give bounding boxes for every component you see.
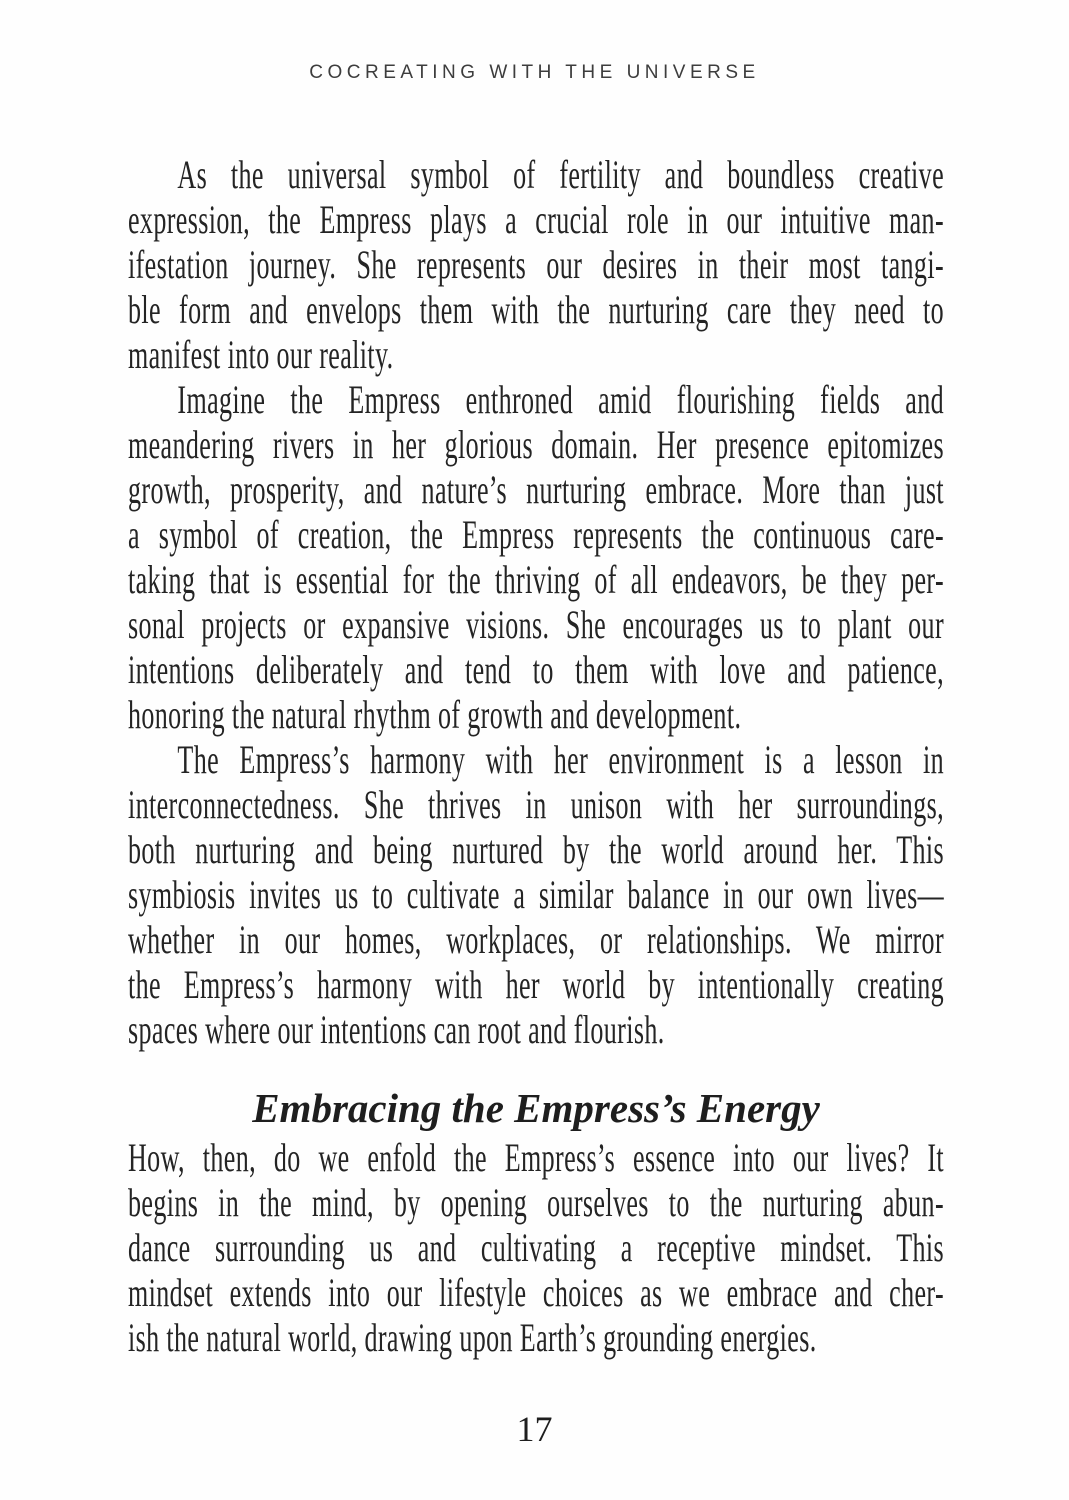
text-line: meandering rivers in her glorious domain. Her presence epitomizes: [128, 422, 945, 467]
paragraph: [128, 152, 944, 377]
text-line: As the universal symbol of fertility and boundless creative: [177, 152, 945, 197]
text-line: a symbol of creation, the Empress represents the continuous care-: [128, 512, 945, 557]
text-line: spaces where our intentions can root and flourish.: [128, 1007, 665, 1052]
text-line: taking that is essential for the thriving of all endeavors, be they per-: [128, 557, 945, 602]
paragraph: [128, 1135, 944, 1360]
text-line: honoring the natural rhythm of growth and development.: [128, 692, 742, 737]
text-line: sonal projects or expansive visions. She encourages us to plant our: [128, 602, 945, 647]
page-number: 17: [516, 1409, 553, 1449]
text-line: the Empress’s harmony with her world by intentionally creating: [128, 962, 945, 1007]
text-line: ifestation journey. She represents our desires in their most tangi-: [128, 242, 945, 287]
running-head: COCREATING WITH THE UNIVERSE: [309, 62, 760, 83]
text-line: both nurturing and being nurtured by the world around her. This: [128, 827, 945, 872]
text-line: The Empress’s harmony with her environment is a lesson in: [177, 737, 945, 782]
text-line: intentions deliberately and tend to them with love and patience,: [128, 647, 945, 692]
text-line: dance surrounding us and cultivating a receptive mindset. This: [128, 1225, 945, 1270]
text-line: Imagine the Empress enthroned amid flourishing fields and: [177, 377, 945, 422]
text-line: mindset extends into our lifestyle choices as we embrace and cher-: [128, 1270, 945, 1315]
text-line: ish the natural world, drawing upon Earth’s grounding energies.: [128, 1315, 817, 1360]
text-line: whether in our homes, workplaces, or relationships. We mirror: [128, 917, 945, 962]
text-line: growth, prosperity, and nature’s nurturing embrace. More than just: [128, 467, 945, 512]
text-line: interconnectedness. She thrives in unison with her surroundings,: [128, 782, 945, 827]
section-heading: Embracing the Empress’s Energy: [252, 1085, 820, 1131]
body-text-lower: [128, 1135, 944, 1360]
text-line: symbiosis invites us to cultivate a similar balance in our own lives—: [128, 872, 945, 917]
text-line: ble form and envelops them with the nurturing care they need to: [128, 287, 945, 332]
paragraph: [128, 737, 944, 1052]
text-line: expression, the Empress plays a crucial role in our intuitive man-: [128, 197, 945, 242]
text-line: How, then, do we enfold the Empress’s essence into our lives? It: [128, 1135, 945, 1180]
text-line: manifest into our reality.: [128, 332, 394, 377]
text-line: begins in the mind, by opening ourselves to the nurturing abun-: [128, 1180, 945, 1225]
paragraph: [128, 377, 944, 737]
body-text-upper: [128, 152, 944, 1052]
